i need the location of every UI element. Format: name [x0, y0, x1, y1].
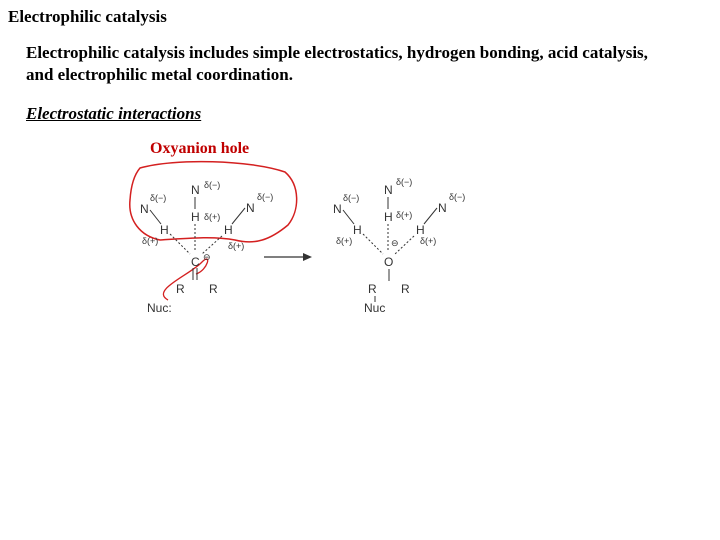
reactant-delta-neg-top: δ(−)	[204, 180, 221, 190]
product-nucleophile: Nuc	[364, 301, 386, 315]
product-delta-neg-left: δ(−)	[343, 193, 360, 203]
product-h-left: H	[353, 223, 362, 237]
reactant-c: C	[191, 255, 200, 269]
reactant-delta-neg-right: δ(−)	[257, 192, 274, 202]
product-delta-pos-left: δ(+)	[336, 236, 353, 246]
reactant-nucleophile: Nuc:	[147, 301, 172, 315]
reactant-n-top: N	[191, 183, 200, 197]
slide-title: Electrophilic catalysis	[8, 7, 167, 26]
reactant-delta-pos-top: δ(+)	[204, 212, 221, 222]
reactant-n-left: N	[140, 202, 149, 216]
product-n-top: N	[384, 183, 393, 197]
product-r-left: R	[368, 282, 377, 296]
reactant-n-right: N	[246, 201, 255, 215]
reactant-delta-neg-left: δ(−)	[150, 193, 167, 203]
reactant-h-right: H	[224, 223, 233, 237]
product-delta-neg-top: δ(−)	[396, 177, 413, 187]
intro-line-1: Electrophilic catalysis includes simple electrostatics, hydrogen bonding, acid catalysis,	[26, 43, 648, 62]
product-charge: ⊖	[391, 238, 399, 248]
reactant-h-left: H	[160, 223, 169, 237]
product-o: O	[384, 255, 394, 269]
reactant-charge: ⊖	[203, 252, 211, 262]
reactant-h-top: H	[191, 210, 200, 224]
reactant-structure	[140, 180, 273, 315]
intro-line-2: and electrophilic metal coordination.	[26, 65, 293, 84]
nucleophile-curved-arrow	[163, 259, 207, 300]
reactant-r-left: R	[176, 282, 185, 296]
product-delta-neg-right: δ(−)	[449, 192, 466, 202]
product-delta-pos-right: δ(+)	[420, 236, 437, 246]
reaction-arrowhead	[303, 253, 312, 261]
product-n-right: N	[438, 201, 447, 215]
oxyanion-hole-label: Oxyanion hole	[150, 140, 250, 157]
product-delta-pos-top: δ(+)	[396, 210, 413, 220]
reactant-delta-pos-right: δ(+)	[228, 241, 245, 251]
product-structure	[333, 177, 465, 315]
product-h-top: H	[384, 210, 393, 224]
product-r-right: R	[401, 282, 410, 296]
reactant-delta-pos-left: δ(+)	[142, 236, 159, 246]
product-h-right: H	[416, 223, 425, 237]
product-n-left: N	[333, 202, 342, 216]
reactant-r-right: R	[209, 282, 218, 296]
section-subheading: Electrostatic interactions	[26, 104, 202, 123]
